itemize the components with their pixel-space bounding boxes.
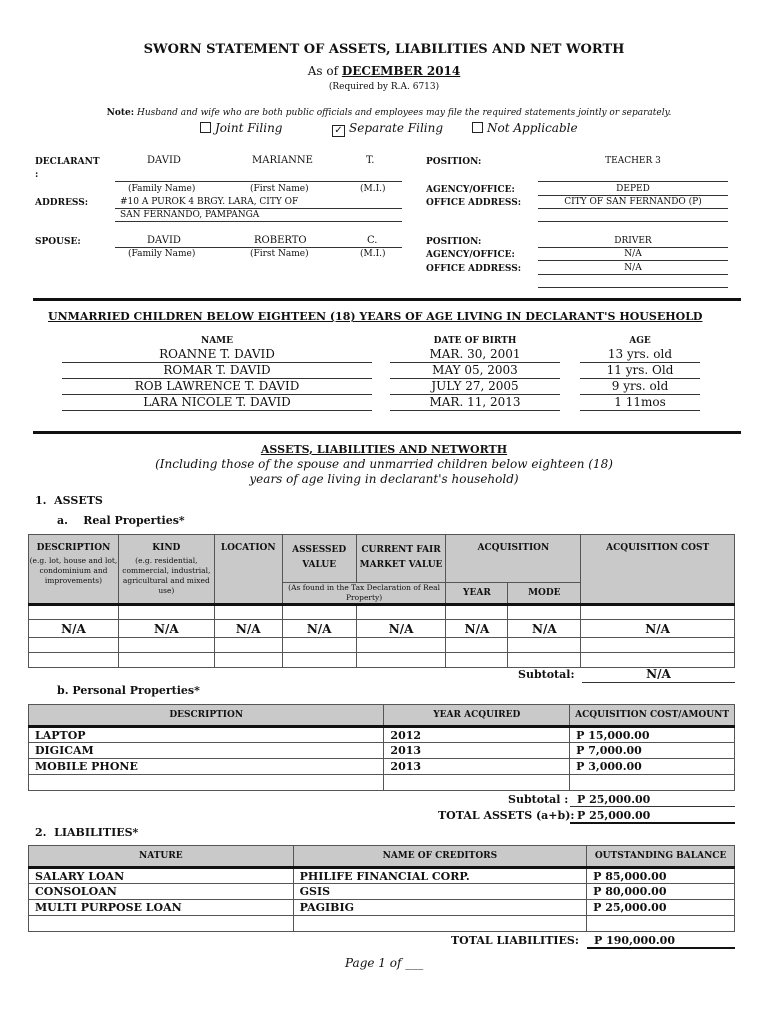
caption-family-name: (Family Name) [128,184,196,194]
table-row [29,638,735,653]
liability-nature: CONSOLOAN [29,884,294,900]
personal-cost: P 3,000.00 [570,759,735,775]
liability-nature [29,916,294,932]
children-heading: UNMARRIED CHILDREN BELOW EIGHTEEN (18) YEARS OF AGE LIVING IN DECLARANT'S HOUSEHOLD [48,310,703,323]
personal-description: LAPTOP [29,727,384,743]
section-divider-1 [33,298,741,301]
personal-cost: P 15,000.00 [570,727,735,743]
personal-col-description: DESCRIPTION [29,705,384,727]
table-row [29,759,735,775]
position-rule [538,181,728,182]
spouse-family-name: DAVID [147,235,181,246]
table-row [29,900,735,916]
spouse-first-name: ROBERTO [254,235,307,246]
spouse-caption-first: (First Name) [250,249,309,259]
real-cell: N/A [446,620,508,638]
real-tax-note: (As found in the Tax Declaration of Real Property) [282,583,446,605]
child-name: ROMAR T. DAVID [163,363,271,377]
address-line1: #10 A PUROK 4 BRGY. LARA, CITY OF [120,197,299,207]
spouse-agency-label: AGENCY/OFFICE: [426,250,515,260]
declarant-office-address: CITY OF SAN FERNANDO (P) [564,197,702,207]
real-col-assessed: ASSESSED VALUE [282,535,356,583]
liability-creditor [293,916,587,932]
spouse-agency: N/A [624,249,642,259]
child-age: 9 yrs. old [611,379,669,393]
personal-col-year: YEAR ACQUIRED [384,705,570,727]
real-cell: N/A [118,620,214,638]
child-age: 13 yrs. old [607,347,673,361]
not-applicable-checkbox[interactable] [472,122,483,133]
child-dob: MAY 05, 2003 [432,363,518,377]
table-row [29,653,735,668]
real-col-kind-note: (e.g. residential, commercial, industrial, agricultural and mixed use) [122,556,211,595]
total-liabilities-value: P 190,000.00 [594,934,675,947]
liabilities-table [28,845,735,932]
real-cell: N/A [29,620,119,638]
spouse-caption-family: (Family Name) [128,249,196,259]
personal-description [29,775,384,791]
total-liabilities-rule [587,947,735,949]
check-icon: ✓ [334,125,343,136]
separate-filing-option[interactable] [332,121,443,137]
children-col-name: NAME [200,336,234,346]
total-assets-rule [570,822,735,824]
personal-description: MOBILE PHONE [29,759,384,775]
spouse-office-address-label: OFFICE ADDRESS: [426,264,522,274]
office-address-rule [538,208,728,209]
position-label: POSITION: [426,157,482,167]
real-properties-table [28,534,735,668]
personal-properties-table [28,704,735,791]
not-applicable-option[interactable] [472,121,578,135]
child-row-rule [580,410,700,411]
table-row [29,605,735,620]
real-col-kind: KIND (e.g. residential, commercial, industrial, agricultural and mixed use) [118,535,214,605]
total-liabilities-label: TOTAL LIABILITIES: [451,934,579,947]
section-divider-2 [33,431,741,434]
personal-year: 2013 [384,743,570,759]
child-dob: JULY 27, 2005 [431,379,519,393]
liab-col-nature: NATURE [29,846,294,868]
personal-year: 2013 [384,759,570,775]
spouse-name-line [115,247,402,248]
real-col-year: YEAR [446,583,508,605]
personal-cost: P 7,000.00 [570,743,735,759]
caption-first-name: (First Name) [250,184,309,194]
personal-year: 2012 [384,727,570,743]
liabilities-heading: 2. LIABILITIES* [35,826,139,839]
spouse-position: DRIVER [614,236,652,246]
table-row [29,868,735,884]
spouse-office-address-rule-2 [538,287,728,288]
real-col-location: LOCATION [214,535,282,605]
liability-creditor: PAGIBIG [293,900,587,916]
liability-creditor: PHILIFE FINANCIAL CORP. [293,868,587,884]
note [0,108,768,118]
real-col-acq-cost: ACQUISITION COST [581,535,735,605]
table-row [29,916,735,932]
child-row-rule [390,410,560,411]
declarant-agency: DEPED [616,184,650,194]
address-line-1-rule [115,208,402,209]
real-cell: N/A [282,620,356,638]
as-of-date: DECEMBER 2014 [341,64,461,78]
real-subtotal-value: N/A [646,667,671,681]
liability-nature: SALARY LOAN [29,868,294,884]
office-address-label: OFFICE ADDRESS: [426,198,522,208]
spouse-caption-mi: (M.I.) [360,249,386,259]
joint-filing-checkbox[interactable] [200,122,211,133]
total-assets-label: TOTAL ASSETS (a+b): [438,809,575,822]
assets-heading: 1. ASSETS [35,494,103,507]
real-col-description: DESCRIPTION (e.g. lot, house and lot, condominium and improvements) [29,535,119,605]
spouse-agency-rule [538,260,728,261]
child-name: ROANNE T. DAVID [159,347,275,361]
liability-balance: P 80,000.00 [587,884,735,900]
separate-filing-label: Separate Filing [349,121,444,135]
joint-filing-label: Joint Filing [215,121,283,135]
table-row [29,775,735,791]
liab-col-balance: OUTSTANDING BALANCE [587,846,735,868]
page-number: Page 1 of ___ [345,956,424,970]
office-address-rule-2 [538,221,728,222]
not-applicable-label: Not Applicable [487,121,578,135]
declarant-label: DECLARANT [35,157,100,167]
real-cell: N/A [214,620,282,638]
alnw-subtitle-2: years of age living in declarant's household) [249,472,519,486]
address-label: ADDRESS: [35,198,89,208]
real-subtotal-label: Subtotal: [518,668,575,681]
table-row [29,620,735,638]
liability-nature: MULTI PURPOSE LOAN [29,900,294,916]
real-properties-heading: a. Real Properties* [57,514,185,527]
alnw-subtitle-1: (Including those of the spouse and unmarried children below eighteen (18) [155,457,613,471]
declarant-first-name: MARIANNE [252,155,313,166]
real-col-description-note: (e.g. lot, house and lot, condominium and improvements) [29,556,118,585]
table-row [29,743,735,759]
spouse-position-rule [538,247,728,248]
declarant-position: TEACHER 3 [605,156,661,166]
address-line2: SAN FERNANDO, PAMPANGA [120,210,260,220]
child-dob: MAR. 30, 2001 [429,347,521,361]
spouse-office-address-rule [538,274,728,275]
spouse-mi: C. [367,235,378,246]
spouse-position-label: POSITION: [426,237,482,247]
required-by: (Required by R.A. 6713) [328,82,440,92]
agency-rule [538,195,728,196]
personal-col-cost: ACQUISITION COST/AMOUNT [570,705,735,727]
declarant-name-line [115,181,402,182]
liab-col-creditors: NAME OF CREDITORS [293,846,587,868]
child-age: 1 11mos [614,395,666,409]
liability-creditor: GSIS [293,884,587,900]
personal-rows [29,727,735,791]
child-row-rule [62,410,372,411]
personal-subtotal-label: Subtotal : [508,793,569,806]
liability-balance: P 25,000.00 [587,900,735,916]
spouse-label: SPOUSE: [35,237,81,247]
children-col-age: AGE [629,336,651,346]
alnw-heading: ASSETS, LIABILITIES AND NETWORTH [260,443,508,456]
personal-description: DIGICAM [29,743,384,759]
declarant-family-name: DAVID [147,155,181,166]
separate-filing-checkbox[interactable] [332,125,345,137]
child-name: ROB LAWRENCE T. DAVID [134,379,300,393]
address-line-2-rule [115,221,402,222]
joint-filing-option[interactable] [200,121,283,135]
note-text: Husband and wife who are both public officials and employees may file the required statements jointly or separately. [136,108,672,118]
note-label: Note: [106,108,135,118]
agency-label: AGENCY/OFFICE: [426,185,515,195]
as-of-label: As of [307,64,339,78]
declarant-mi: T. [366,155,375,166]
personal-subtotal-rule [570,806,735,807]
real-subtotal-rule [582,682,735,683]
table-row [29,884,735,900]
child-name: LARA NICOLE T. DAVID [143,395,291,409]
personal-subtotal-value: P 25,000.00 [577,793,651,806]
child-age: 11 yrs. Old [606,363,674,377]
real-col-fmv: CURRENT FAIR MARKET VALUE [356,535,446,583]
table-row [29,727,735,743]
personal-properties-heading: b. Personal Properties* [57,684,200,697]
liability-balance: P 85,000.00 [587,868,735,884]
total-assets-value: P 25,000.00 [577,809,651,822]
real-cell: N/A [581,620,735,638]
spouse-office-address: N/A [624,263,642,273]
caption-mi: (M.I.) [360,184,386,194]
child-dob: MAR. 11, 2013 [429,395,521,409]
real-col-acquisition: ACQUISITION [446,535,581,583]
real-cell: N/A [356,620,446,638]
as-of-line [0,64,768,78]
real-cell: N/A [508,620,581,638]
liability-balance [587,916,735,932]
personal-cost [570,775,735,791]
real-col-mode: MODE [508,583,581,605]
page-title: SWORN STATEMENT OF ASSETS, LIABILITIES AND NET WORTH [143,42,625,57]
personal-year [384,775,570,791]
declarant-label-colon: : [35,170,39,180]
liabilities-rows [29,868,735,932]
children-col-dob: DATE OF BIRTH [433,336,517,346]
